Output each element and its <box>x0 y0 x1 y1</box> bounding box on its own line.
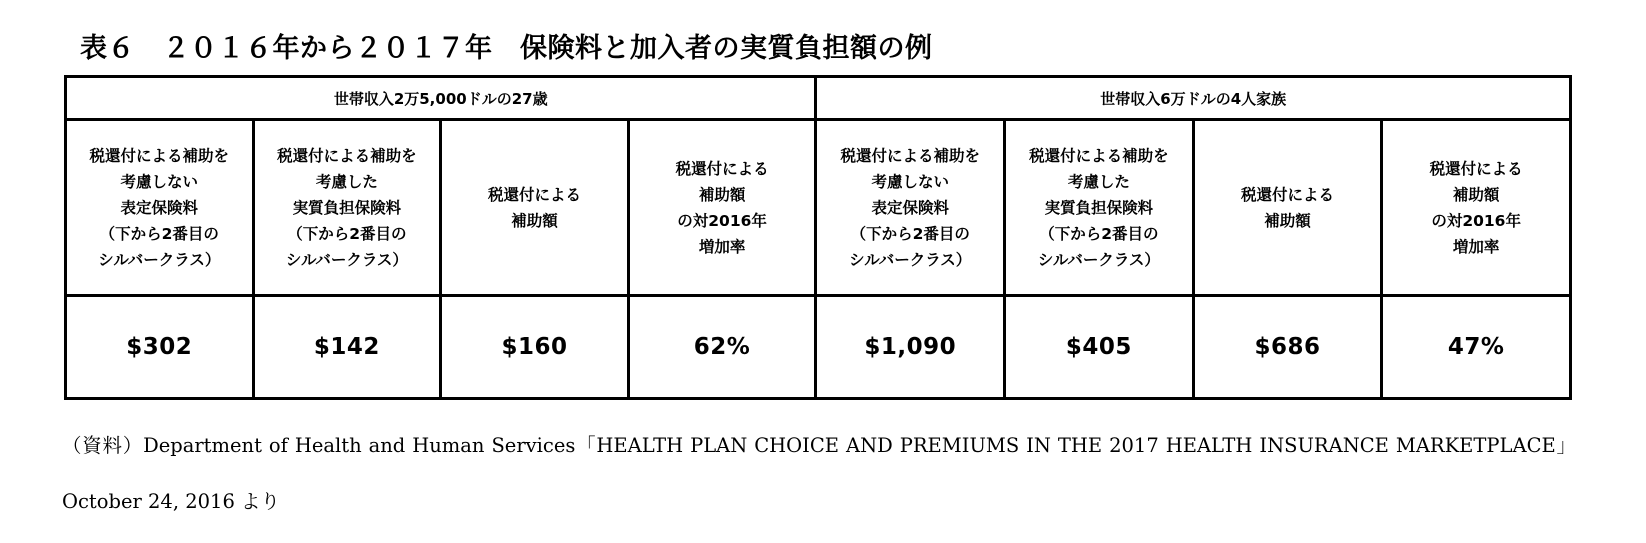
source-note: （資料）Department of Health and Human Services「HEALTH PLAN CHOICE AND PREMIUMS IN THE 2017 HEALTH INSURANCE MARKETPLACE」October 24, 2016 より <box>62 434 1576 513</box>
table-cell: $1,090 <box>816 296 1005 399</box>
column-header: 税還付による 補助額 <box>1193 120 1382 296</box>
column-header: 税還付による 補助額 の対2016年 増加率 <box>628 120 816 296</box>
group-header-row <box>66 77 1571 120</box>
table-cell: 62% <box>628 296 816 399</box>
column-header: 税還付による補助を 考慮した 実質負担保険料 （下から2番目の シルバークラス） <box>1005 120 1194 296</box>
table-cell: $302 <box>66 296 254 399</box>
column-header-row <box>66 120 1571 296</box>
table-cell: $686 <box>1193 296 1382 399</box>
table-cell: $160 <box>441 296 629 399</box>
table-title: 表６ ２０１６年から２０１７年 保険料と加入者の実質負担額の例 <box>80 33 933 64</box>
group-header-single: 世帯収入2万5,000ドルの27歳 <box>66 77 816 120</box>
group-header-family: 世帯収入6万ドルの4人家族 <box>816 77 1571 120</box>
value-row <box>66 296 1571 399</box>
column-header: 税還付による補助を 考慮した 実質負担保険料 （下から2番目の シルバークラス） <box>253 120 441 296</box>
column-header: 税還付による補助を 考慮しない 表定保険料 （下から2番目の シルバークラス） <box>816 120 1005 296</box>
table-cell: $405 <box>1005 296 1194 399</box>
column-header: 税還付による 補助額 の対2016年 増加率 <box>1382 120 1571 296</box>
table-cell: 47% <box>1382 296 1571 399</box>
table-cell: $142 <box>253 296 441 399</box>
column-header: 税還付による 補助額 <box>441 120 629 296</box>
column-header: 税還付による補助を 考慮しない 表定保険料 （下から2番目の シルバークラス） <box>66 120 254 296</box>
premium-table <box>64 75 1572 400</box>
